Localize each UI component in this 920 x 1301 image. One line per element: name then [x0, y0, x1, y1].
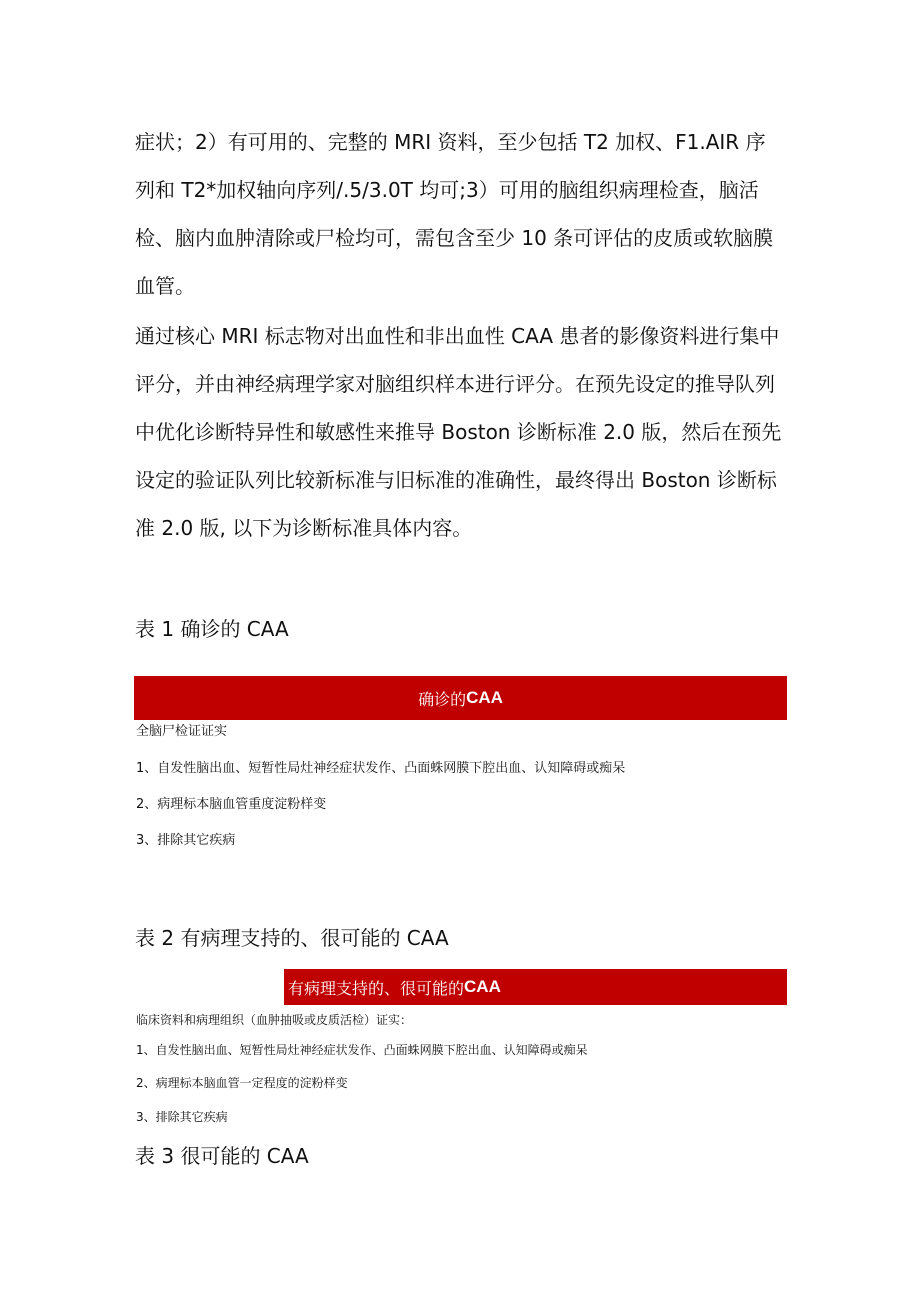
paragraph-line: 通过核心 MRI 标志物对出血性和非出血性 CAA 患者的影像资料进行集中: [135, 324, 780, 348]
table2-item: 2、病理标本脑血管一定程度的淀粉样变: [136, 1076, 348, 1090]
table1-header-banner: [134, 676, 787, 720]
table1-header-bold: CAA: [466, 688, 503, 707]
table1-item: 1、自发性脑出血、短暂性局灶神经症状发作、凸面蛛网膜下腔出血、认知障碍或痴呆: [136, 761, 626, 776]
paragraph-line: 准 2.0 版, 以下为诊断标准具体内容。: [135, 516, 473, 540]
table1-item: 3、排除其它疾病: [136, 833, 236, 848]
paragraph-line: 列和 T2*加权轴向序列/.5/3.0T 均可;3）可用的脑组织病理检查，脑活: [135, 178, 759, 202]
table2-intro: 临床资料和病理组织（血肿抽吸或皮质活检）证实：: [136, 1013, 413, 1027]
paragraph-line: 设定的验证队列比较新标准与旧标准的准确性，最终得出 Boston 诊断标: [135, 468, 777, 492]
table3-title: 表 3 很可能的 CAA: [135, 1144, 309, 1168]
table2-header-prefix: 有病理支持的、很可能的: [288, 978, 465, 998]
table2-header-bold: CAA: [464, 977, 501, 996]
table2-item: 1、自发性脑出血、短暂性局灶神经症状发作、凸面蛛网膜下腔出血、认知障碍或痴呆: [136, 1043, 588, 1057]
table2-item: 3、排除其它疾病: [136, 1110, 228, 1124]
paragraph-line: 中优化诊断特异性和敏感性来推导 Boston 诊断标准 2.0 版，然后在预先: [135, 420, 782, 444]
table1-intro: 全脑尸检证证实: [136, 724, 228, 739]
paragraph-line: 症状；2）有可用的、完整的 MRI 资料，至少包括 T2 加权、F1.AIR 序: [135, 130, 766, 154]
paragraph-line: 血管。: [135, 274, 195, 298]
table1-header-prefix: 确诊的: [418, 689, 467, 709]
table2-title: 表 2 有病理支持的、很可能的 CAA: [135, 926, 449, 950]
table2-header-banner: [284, 969, 787, 1005]
paragraph-line: 检、脑内血肿清除或尸检均可，需包含至少 10 条可评估的皮质或软脑膜: [135, 226, 774, 250]
paragraph-methods: [135, 312, 790, 552]
paragraph-criteria-continuation: [135, 118, 790, 310]
paragraph-line: 评分，并由神经病理学家对脑组织样本进行评分。在预先设定的推导队列: [135, 372, 775, 396]
table1-item: 2、病理标本脑血管重度淀粉样变: [136, 797, 327, 812]
table1-title: 表 1 确诊的 CAA: [135, 617, 289, 641]
